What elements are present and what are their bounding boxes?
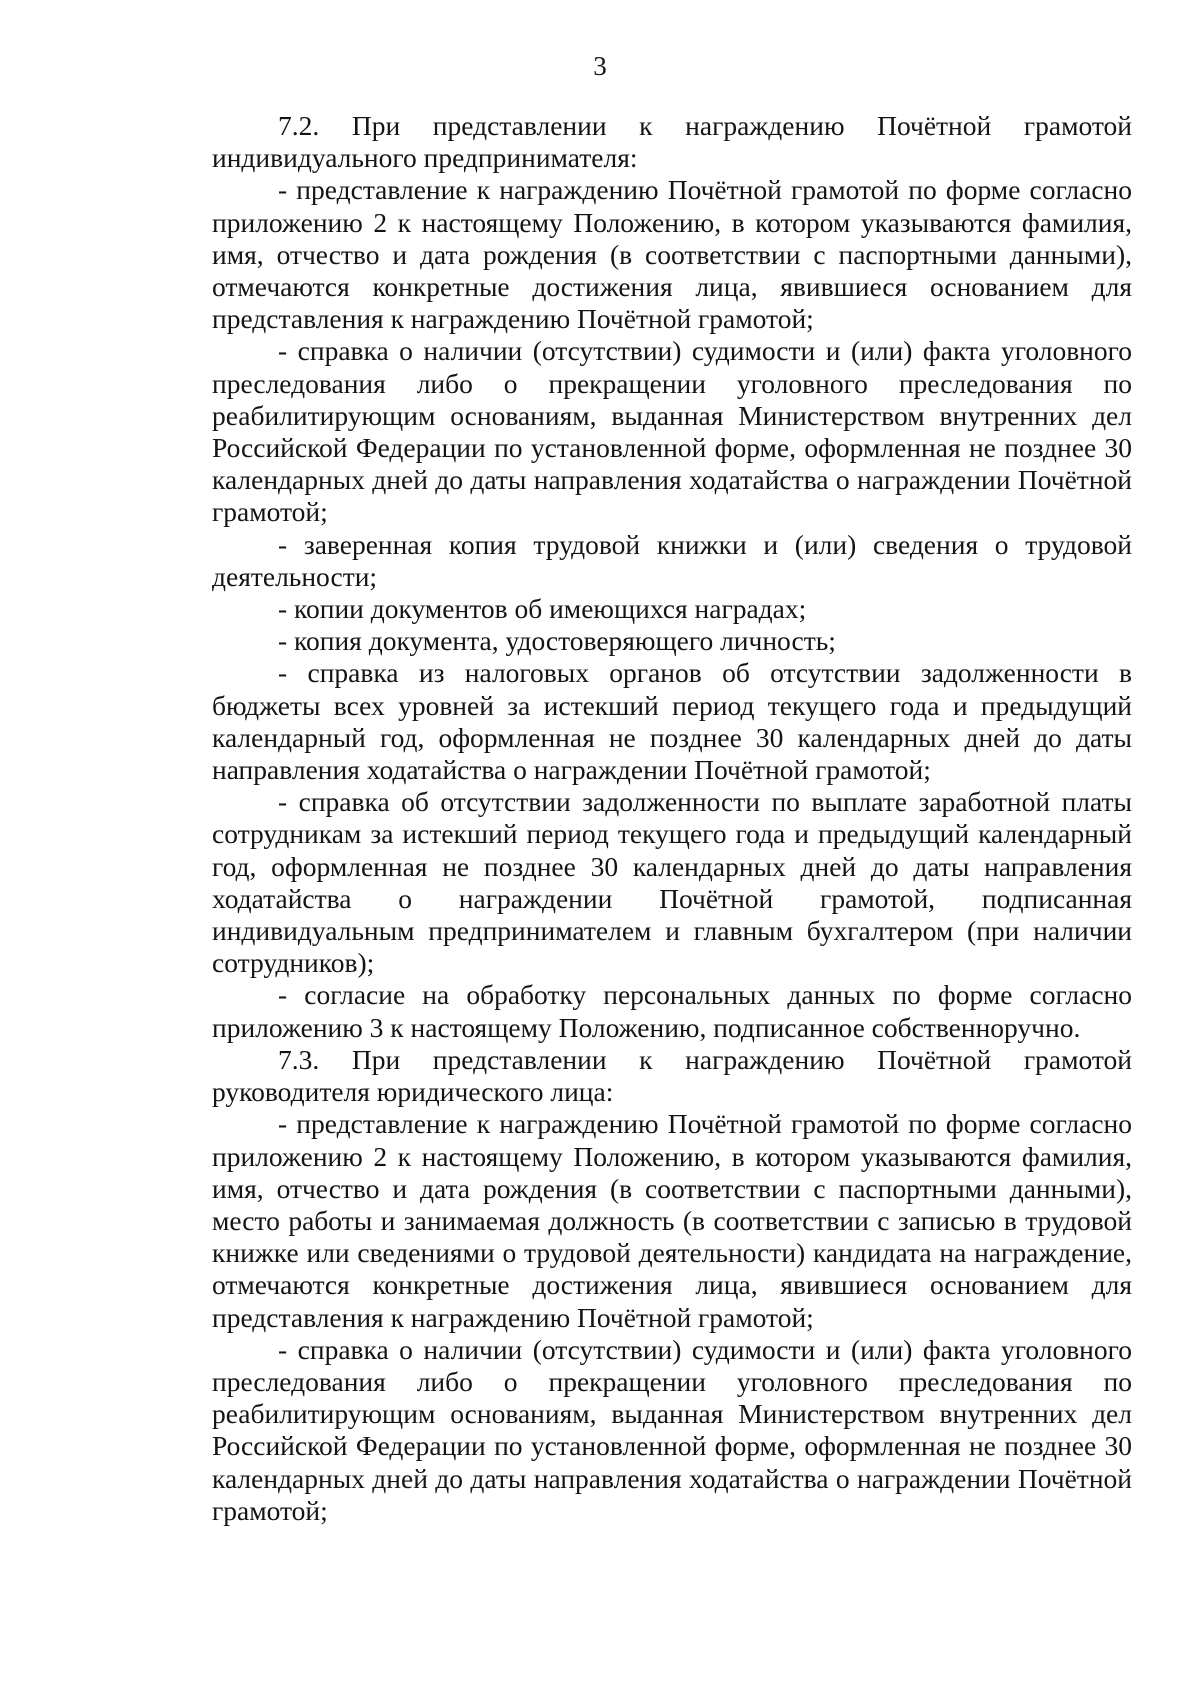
- list-item: - копии документов об имеющихся наградах;: [278, 593, 807, 625]
- page-number: 3: [593, 51, 607, 81]
- list-item: - копия документа, удостоверяющего личность;: [278, 625, 836, 657]
- section-7-2-heading: 7.2. При представлении к награждению Почётной грамотой индивидуального предпринимателя:: [212, 110, 1132, 174]
- list-item: - представление к награждению Почётной грамотой по форме согласно приложению 2 к настоящему Положению, в котором указываются фамилия, имя, отчество и дата рождения (в соответствии с паспортными данными), отмечаются конкретные достижения лица, явившиеся основанием для представления к награждению Почётной грамотой;: [212, 174, 1132, 335]
- list-item: - справка о наличии (отсутствии) судимости и (или) факта уголовного преследования либо о прекращении уголовного преследования по реабилитирующим основаниям, выданная Министерством внутренних дел Российской Федерации по установленной форме, оформленная не позднее 30 календарных дней до даты направления ходатайства о награждении Почётной грамотой;: [212, 1333, 1132, 1526]
- list-item: - согласие на обработку персональных данных по форме согласно приложению 3 к настоящему Положению, подписанное собственноручно.: [212, 979, 1132, 1043]
- list-item: - справка из налоговых органов об отсутствии задолженности в бюджеты всех уровней за истекший период текущего года и предыдущий календарный год, оформленная не позднее 30 календарных дней до даты направления ходатайства о награждении Почётной грамотой;: [212, 657, 1132, 786]
- list-item: - справка об отсутствии задолженности по выплате заработной платы сотрудникам за истекший период текущего года и предыдущий календарный год, оформленная не позднее 30 календарных дней до даты направления ходатайства о награждении Почётной грамотой, подписанная индивидуальным предпринимателем и главным бухгалтером (при наличии сотрудников);: [212, 786, 1132, 979]
- document-body: [212, 110, 1132, 1527]
- list-item: - заверенная копия трудовой книжки и (или) сведения о трудовой деятельности;: [212, 528, 1132, 592]
- section-7-3-heading: 7.3. При представлении к награждению Почётной грамотой руководителя юридического лица:: [212, 1043, 1132, 1108]
- list-item: - справка о наличии (отсутствии) судимости и (или) факта уголовного преследования либо о прекращении уголовного преследования по реабилитирующим основаниям, выданная Министерством внутренних дел Российской Федерации по установленной форме, оформленная не позднее 30 календарных дней до даты направления ходатайства о награждении Почётной грамотой;: [212, 335, 1132, 528]
- list-item: - представление к награждению Почётной грамотой по форме согласно приложению 2 к настоящему Положению, в котором указываются фамилия, имя, отчество и дата рождения (в соответствии с паспортными данными), место работы и занимаемая должность (в соответствии с записью в трудовой книжке или сведениями о трудовой деятельности) кандидата на награждение, отмечаются конкретные достижения лица, явившиеся основанием для представления к награждению Почётной грамотой;: [212, 1108, 1132, 1333]
